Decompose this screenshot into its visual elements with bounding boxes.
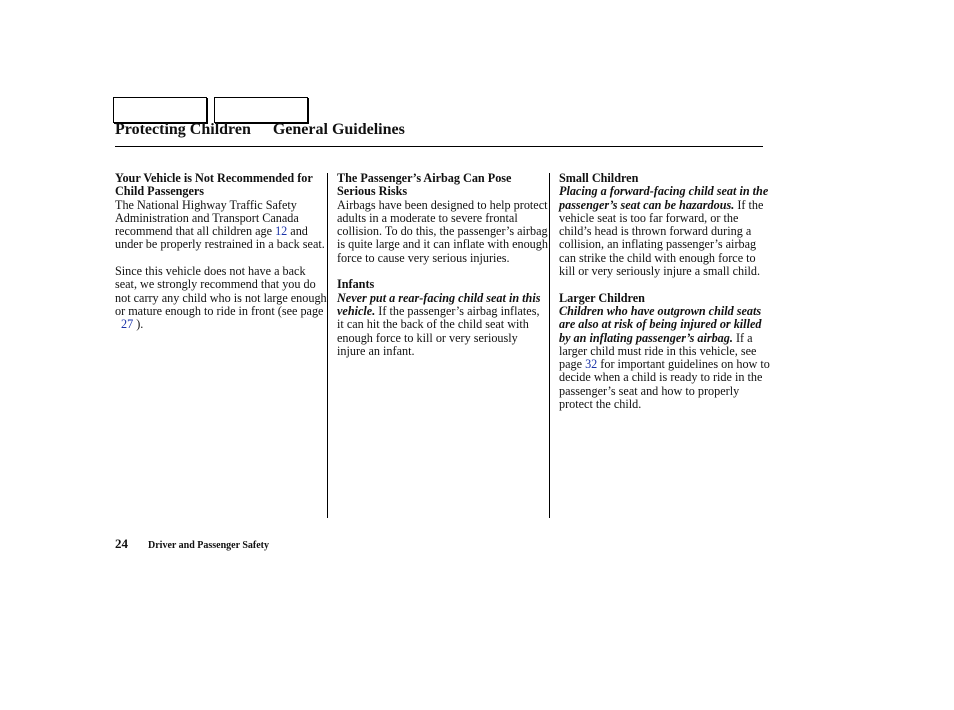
text: for important guidelines on how to decide when a child is ready to ride in the passenger’s seat and how to properly protect the child.: [559, 357, 770, 412]
page-number: 24: [115, 536, 128, 551]
column-divider-1: [327, 173, 328, 518]
paragraph-nhtsa-recommendation: [115, 199, 327, 252]
page-link-27[interactable]: 27: [121, 317, 134, 332]
warning-infants: Never put a rear-facing child seat in this vehicle.: [337, 290, 541, 318]
text: Since this vehicle does not have a back seat, we strongly recommend that you do not carry any child who is not large enough or mature enough to ride in front (see page: [115, 264, 327, 318]
nav-tab-box-1[interactable]: [113, 97, 207, 123]
heading-vehicle-not-recommended: Your Vehicle is Not Recommended for Child Passengers: [115, 171, 313, 199]
heading-larger-children: Larger Children: [559, 290, 645, 305]
page-link-32[interactable]: 32: [585, 357, 598, 372]
page-header: [115, 121, 405, 139]
paragraph-small-children: [559, 185, 771, 278]
page-link-12[interactable]: 12: [275, 224, 288, 239]
text: If the passenger’s airbag inflates, it can hit the back of the child seat with enough force to kill or very seriously injure an infant.: [337, 303, 540, 358]
text: The National Highway Traffic Safety Administration and Transport Canada recommend that all children age: [115, 197, 299, 239]
paragraph-infants: [337, 292, 549, 358]
paragraph-no-back-seat: [115, 265, 327, 331]
nav-tab-box-2[interactable]: [214, 97, 308, 123]
heading-small-children: Small Children: [559, 171, 639, 185]
section-title: Protecting Children: [115, 121, 251, 138]
heading-airbag-risks: The Passenger’s Airbag Can Pose Serious Risks: [337, 171, 512, 199]
text: and under be properly restrained in a back seat.: [115, 224, 325, 252]
text: If the vehicle seat is too far forward, or the child’s head is thrown forward during a collision, an inflating passenger’s airbag can strike the child with enough force to kill or very seriously injure a small child.: [559, 197, 764, 279]
footer-section-title: Driver and Passenger Safety: [148, 540, 270, 551]
warning-larger-children: Children who have outgrown child seats are also at risk of being injured or killed by an inflating passenger’s airbag.: [559, 303, 762, 345]
subsection-title: General Guidelines: [272, 121, 405, 138]
heading-infants: Infants: [337, 277, 375, 292]
paragraph-airbag-design: Airbags have been designed to help protect adults in a moderate to severe frontal collision. To do this, the passenger’s airbag is quite large and it can inflate with enough force to cause very serious injuries.: [337, 197, 548, 265]
column-children: [559, 172, 771, 425]
text: ).: [133, 317, 144, 332]
header-divider: [115, 146, 763, 147]
column-vehicle-not-recommended: [115, 172, 327, 345]
column-divider-2: [549, 173, 550, 518]
warning-small-children: Placing a forward-facing child seat in the passenger’s seat can be hazardous.: [559, 184, 769, 212]
text: If a larger child must ride in this vehicle, see page: [559, 330, 757, 372]
paragraph-larger-children: [559, 305, 771, 411]
column-airbag-risks: [337, 172, 549, 371]
